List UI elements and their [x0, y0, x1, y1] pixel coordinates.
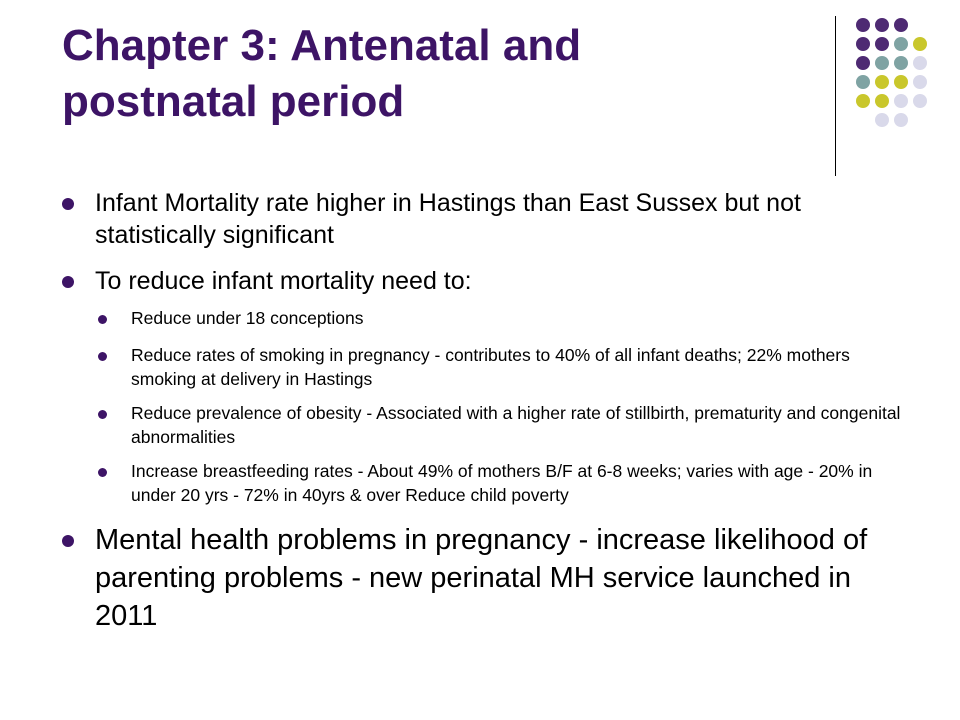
decorative-dot	[913, 75, 927, 89]
decorative-dot	[913, 37, 927, 51]
sub-bullet-item	[98, 459, 912, 507]
decorative-dot	[875, 37, 889, 51]
sub-bullet-text: Reduce prevalence of obesity - Associated with a higher rate of stillbirth, prematurity and congenital abnormalities	[131, 403, 901, 447]
decorative-dot	[875, 94, 889, 108]
decorative-dot	[856, 94, 870, 108]
sub-bullet-dot	[98, 410, 107, 419]
decorative-dot	[894, 94, 908, 108]
decorative-dot	[875, 18, 889, 32]
decorative-dot	[856, 56, 870, 70]
bullet-dot	[62, 276, 74, 288]
sub-bullet-item	[98, 401, 912, 449]
decorative-dot	[894, 113, 908, 127]
bullet-item	[62, 187, 912, 251]
sub-bullet-dot	[98, 468, 107, 477]
sub-bullet-text: Increase breastfeeding rates - About 49% of mothers B/F at 6-8 weeks; varies with age - 20% in under 20 yrs - 72% in 40yrs & over Reduce child poverty	[131, 461, 873, 505]
sub-bullet-dot	[98, 315, 107, 324]
bullet-item	[62, 521, 912, 635]
decorative-dot	[875, 75, 889, 89]
bullet-item	[62, 265, 912, 297]
sub-bullet-text: Reduce under 18 conceptions	[131, 308, 364, 328]
bullet-text: Mental health problems in pregnancy - increase likelihood of parenting problems - new perinatal MH service launched in 2011	[95, 524, 868, 632]
decorative-dot	[856, 18, 870, 32]
decorative-dot	[856, 37, 870, 51]
slide-title: Chapter 3: Antenatal and postnatal period	[62, 21, 582, 126]
decorative-dot	[894, 75, 908, 89]
vertical-divider	[835, 16, 836, 176]
bullet-dot	[62, 535, 74, 547]
decorative-dot	[913, 56, 927, 70]
slide-body	[62, 187, 912, 635]
sub-bullet-item	[98, 306, 912, 330]
bullet-dot	[62, 198, 74, 210]
decorative-dot	[894, 37, 908, 51]
decorative-dot	[856, 75, 870, 89]
sub-bullet-dot	[98, 352, 107, 361]
sub-bullet-text: Reduce rates of smoking in pregnancy - contributes to 40% of all infant deaths; 22% mothers smoking at delivery in Hastings	[131, 345, 850, 389]
decorative-dot	[875, 113, 889, 127]
decorative-dot	[894, 18, 908, 32]
bullet-text: Infant Mortality rate higher in Hastings than East Sussex but not statistically significant	[95, 189, 801, 249]
decorative-dot	[913, 94, 927, 108]
decorative-dot	[875, 56, 889, 70]
bullet-text: To reduce infant mortality need to:	[95, 267, 472, 295]
sub-bullet-item	[98, 343, 912, 391]
decorative-dot	[894, 56, 908, 70]
